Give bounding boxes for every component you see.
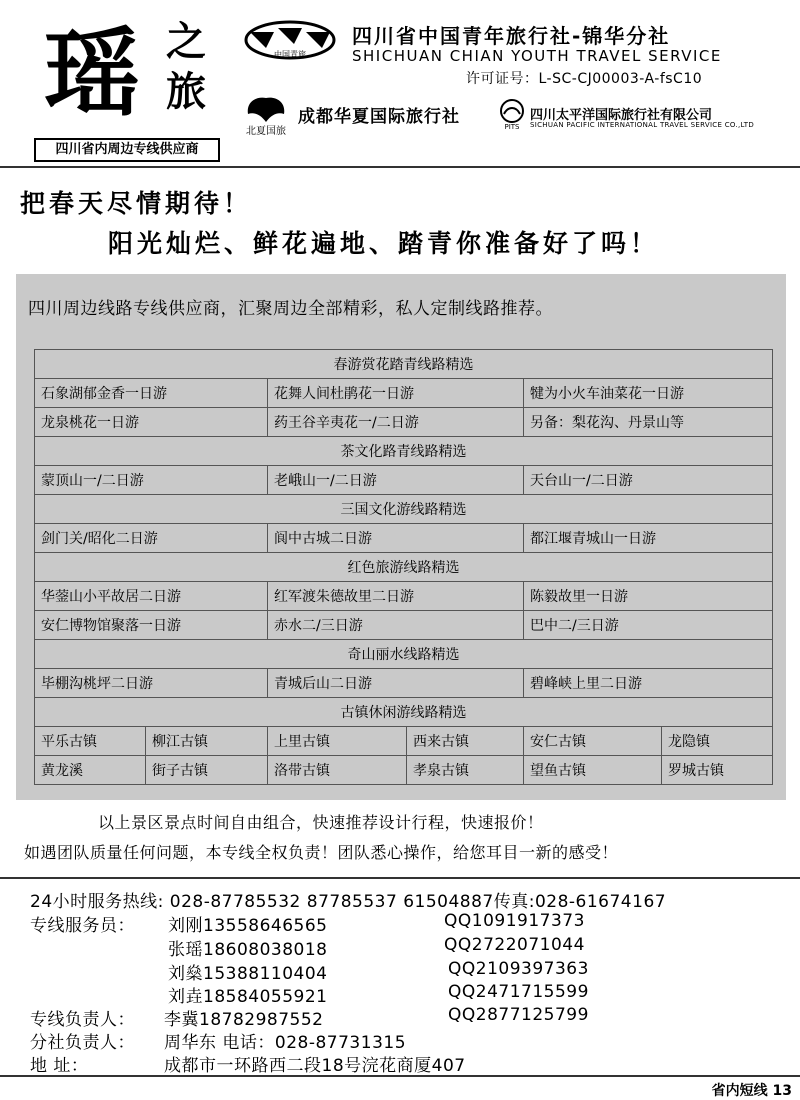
pits-logo-icon	[496, 98, 528, 130]
route-cell: 另备：梨花沟、丹景山等	[524, 408, 773, 437]
table-row	[35, 756, 773, 785]
route-cell: 药王谷辛夷花一/二日游	[268, 408, 524, 437]
address-label: 地 址：	[30, 1056, 89, 1076]
agency-name-en: SHICHUAN CHIAN YOUTH TRAVEL SERVICE	[352, 47, 722, 65]
town-cell: 安仁古镇	[524, 727, 662, 756]
huaxia-logo-text: 北夏国旅	[246, 126, 286, 137]
route-cell: 天台山一/二日游	[524, 466, 773, 495]
slogan-line-2: 阳光灿烂、鲜花遍地、踏青你准备好了吗！	[108, 229, 660, 258]
routes-table	[34, 349, 773, 785]
town-cell: 平乐古镇	[35, 727, 146, 756]
route-cell: 石象湖郁金香一日游	[35, 379, 268, 408]
section-header	[35, 350, 773, 379]
town-cell: 街子古镇	[146, 756, 268, 785]
hotline-text: 24小时服务热线: 028-87785532 87785537 61504887传真:028-61674167	[30, 892, 667, 912]
section-header	[35, 495, 773, 524]
note-line-2: 如遇团队质量任何问题，本专线全权负责！团队悉心操作，给您耳目一新的感受！	[24, 843, 619, 862]
pits-logo-text: PITS	[504, 123, 520, 130]
staff-qq: QQ2722071044	[444, 935, 585, 955]
brand-logo	[34, 14, 220, 162]
huaxia-logo-icon	[238, 94, 294, 138]
table-row	[35, 611, 773, 640]
note-line-1: 以上景区景点时间自由组合，快速推荐设计行程，快速报价！	[98, 813, 544, 832]
brand-logo-lv: 旅	[166, 68, 206, 115]
table-row	[35, 727, 773, 756]
town-cell: 龙隐镇	[662, 727, 773, 756]
section-title: 奇山丽水线路精选	[35, 640, 773, 669]
route-cell: 毕棚沟桃坪二日游	[35, 669, 268, 698]
section-title: 春游赏花踏青线路精选	[35, 350, 773, 379]
license-number: 许可证号：L-SC-CJ00003-A-fsC10	[466, 71, 703, 87]
route-cell: 阆中古城二日游	[268, 524, 524, 553]
route-cell: 龙泉桃花一日游	[35, 408, 268, 437]
section-title: 红色旅游线路精选	[35, 553, 773, 582]
route-cell: 碧峰峡上里二日游	[524, 669, 773, 698]
town-cell: 洛带古镇	[268, 756, 407, 785]
town-cell: 上里古镇	[268, 727, 407, 756]
section-title: 茶文化路青线路精选	[35, 437, 773, 466]
brand-tagline: 四川省内周边专线供应商	[34, 138, 220, 162]
table-row	[35, 582, 773, 611]
route-cell: 青城后山二日游	[268, 669, 524, 698]
table-row	[35, 379, 773, 408]
cyts-logo-text: 中国青旅	[274, 50, 306, 59]
section-header	[35, 698, 773, 727]
route-cell: 犍为小火车油菜花一日游	[524, 379, 773, 408]
branch-contact: 周华东 电话：028-87731315	[164, 1033, 407, 1053]
route-cell: 安仁博物馆聚落一日游	[35, 611, 268, 640]
contact-section	[0, 877, 800, 1077]
brand-logo-zhi: 之	[166, 18, 206, 65]
staff-name-phone: 刘燊15388110404	[168, 964, 328, 984]
staff-name-phone: 刘垚18584055921	[168, 987, 328, 1007]
pacific-agency-name-cn: 四川太平洋国际旅行社有限公司	[530, 108, 713, 123]
town-cell: 孝泉古镇	[407, 756, 524, 785]
manager-qq: QQ2877125799	[448, 1005, 589, 1025]
section-title: 古镇休闲游线路精选	[35, 698, 773, 727]
table-row	[35, 669, 773, 698]
manager-label: 专线负责人：	[30, 1010, 135, 1030]
route-cell: 剑门关/昭化二日游	[35, 524, 268, 553]
page-footer: 省内短线 13	[711, 1083, 792, 1099]
table-row	[35, 524, 773, 553]
route-cell: 巴中二/三日游	[524, 611, 773, 640]
route-cell: 赤水二/三日游	[268, 611, 524, 640]
route-cell: 都江堰青城山一日游	[524, 524, 773, 553]
header	[0, 0, 800, 168]
staff-name-phone: 张瑶18608038018	[168, 940, 328, 960]
brand-logo-glyph: 瑶	[44, 17, 138, 130]
section-header	[35, 640, 773, 669]
town-cell: 罗城古镇	[662, 756, 773, 785]
route-cell: 蒙顶山一/二日游	[35, 466, 268, 495]
agency-name-cn: 四川省中国青年旅行社-锦华分社	[352, 24, 671, 48]
staff-qq: QQ2471715599	[448, 982, 589, 1002]
section-title: 三国文化游线路精选	[35, 495, 773, 524]
staff-name-phone: 刘刚13558646565	[168, 916, 328, 936]
pacific-agency-name-en: SICHUAN PACIFIC INTERNATIONAL TRAVEL SERVICE CO.,LTD	[530, 121, 755, 129]
route-cell: 花舞人间杜鹃花一日游	[268, 379, 524, 408]
manager-name-phone: 李冀18782987552	[164, 1010, 324, 1030]
staff-label: 专线服务员：	[30, 916, 135, 936]
cyts-logo-icon	[244, 18, 336, 62]
routes-intro: 四川周边线路专线供应商，汇聚周边全部精彩，私人定制线路推荐。	[28, 299, 553, 319]
staff-qq: QQ2109397363	[448, 959, 589, 979]
staff-qq: QQ1091917373	[444, 911, 585, 931]
town-cell: 望鱼古镇	[524, 756, 662, 785]
route-cell: 陈毅故里一日游	[524, 582, 773, 611]
branch-label: 分社负责人：	[30, 1033, 135, 1053]
slogan-line-1: 把春天尽情期待！	[20, 189, 253, 218]
address-text: 成都市一环路西二段18号浣花商厦407	[164, 1056, 466, 1076]
town-cell: 柳江古镇	[146, 727, 268, 756]
route-cell: 老峨山一/二日游	[268, 466, 524, 495]
route-cell: 红军渡朱德故里二日游	[268, 582, 524, 611]
route-cell: 华蓥山小平故居二日游	[35, 582, 268, 611]
table-row	[35, 466, 773, 495]
huaxia-agency-name: 成都华夏国际旅行社	[298, 107, 460, 127]
table-row	[35, 408, 773, 437]
town-cell: 西来古镇	[407, 727, 524, 756]
section-header	[35, 553, 773, 582]
section-header	[35, 437, 773, 466]
town-cell: 黄龙溪	[35, 756, 146, 785]
